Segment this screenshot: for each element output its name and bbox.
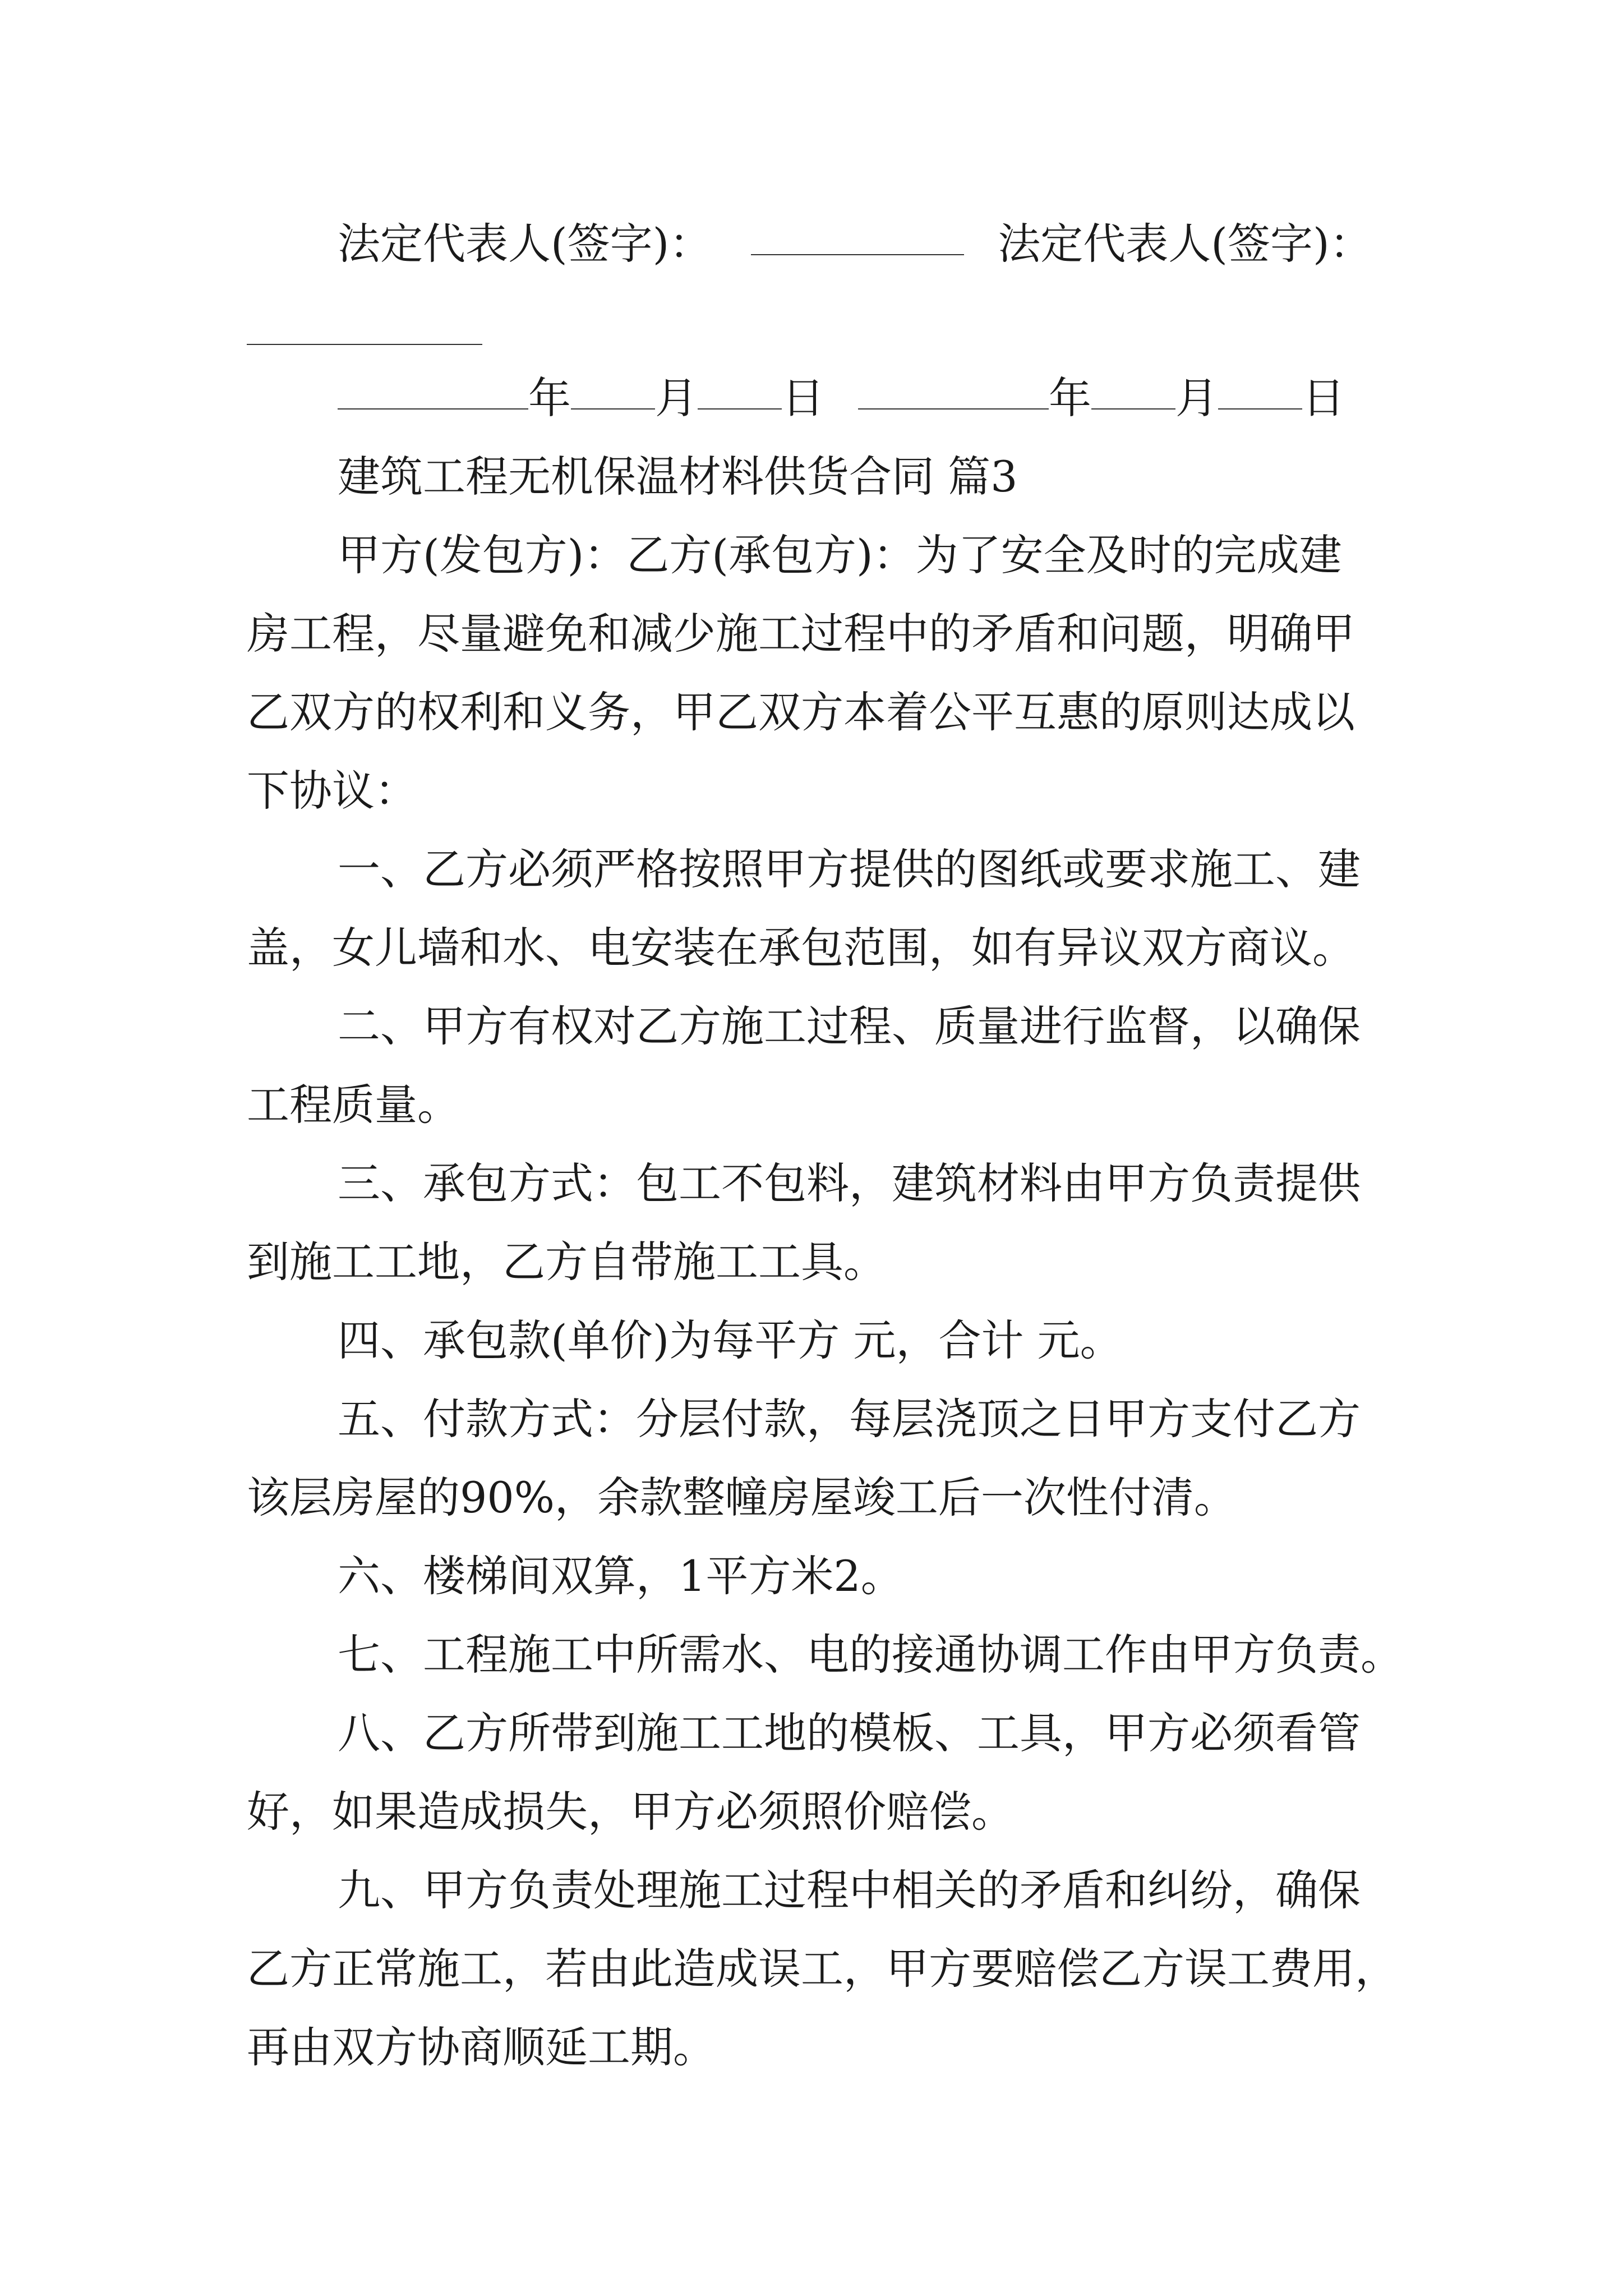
paragraph-line: 五、付款方式：分层付款，每层浇顶之日甲方支付乙方: [338, 1394, 1361, 1444]
signature-label-right: 法定代表人(签字)：: [998, 219, 1372, 269]
paragraph-line: 七、工程施工中所需水、电的接通协调工作由甲方负责。: [338, 1630, 1403, 1680]
month-label-left: 月: [655, 373, 698, 423]
paragraph-line: 甲方(发包方)：乙方(承包方)：为了安全及时的完成建: [338, 530, 1342, 580]
month-blank-left: [571, 408, 655, 409]
paragraph-line: 房工程，尽量避免和减少施工过程中的矛盾和问题，明确甲: [247, 609, 1355, 659]
year-label-left: 年: [528, 373, 571, 423]
month-label-right: 月: [1175, 373, 1218, 423]
paragraph-line: 六、楼梯间双算，1平方米2。: [338, 1551, 903, 1601]
paragraph-line: 四、承包款(单价)为每平方 元，合计 元。: [338, 1315, 1123, 1365]
paragraph-line: 到施工工地，乙方自带施工工具。: [247, 1237, 886, 1287]
day-label-right: 日: [1302, 373, 1345, 423]
signature-blank-left: [751, 254, 964, 255]
month-blank-right: [1091, 408, 1175, 409]
paragraph-line: 九、甲方负责处理施工过程中相关的矛盾和纠纷，确保: [338, 1865, 1361, 1915]
paragraph-line: 一、乙方必须严格按照甲方提供的图纸或要求施工、建: [338, 844, 1361, 894]
date-line: [247, 370, 1376, 426]
paragraph-line: 盖，女儿墙和水、电安装在承包范围，如有异议双方商议。: [247, 923, 1355, 973]
paragraph-line: 乙双方的权利和义务，甲乙双方本着公平互惠的原则达成以: [247, 687, 1355, 737]
year-label-right: 年: [1049, 373, 1091, 423]
section-title: 建筑工程无机保温材料供货合同 篇3: [338, 452, 1018, 501]
day-blank-right: [1218, 408, 1302, 409]
year-blank-right: [858, 408, 1049, 409]
signature-continuation: [247, 306, 1376, 362]
day-blank-left: [698, 408, 782, 409]
paragraph-line: 好，如果造成损失，甲方必须照价赔偿。: [247, 1787, 1014, 1837]
paragraph-line: 该层房屋的90%，余款整幢房屋竣工后一次性付清。: [247, 1473, 1237, 1522]
signature-label-left: 法定代表人(签字)：: [338, 219, 712, 269]
signature-blank-right: [247, 344, 482, 345]
paragraph-line: 再由双方协商顺延工期。: [247, 2022, 716, 2072]
paragraph-line: 八、乙方所带到施工工地的模板、工具，甲方必须看管: [338, 1708, 1361, 1758]
paragraph-line: 下协议：: [247, 766, 417, 816]
signature-line: [247, 216, 1376, 272]
year-blank-left: [338, 408, 528, 409]
paragraph-line: 二、甲方有权对乙方施工过程、质量进行监督，以确保: [338, 1001, 1361, 1051]
day-label-left: 日: [782, 373, 824, 423]
paragraph-line: 工程质量。: [247, 1080, 460, 1130]
paragraph-line: 乙方正常施工，若由此造成误工，甲方要赔偿乙方误工费用，: [247, 1944, 1398, 1994]
paragraph-line: 三、承包方式：包工不包料，建筑材料由甲方负责提供: [338, 1158, 1361, 1208]
